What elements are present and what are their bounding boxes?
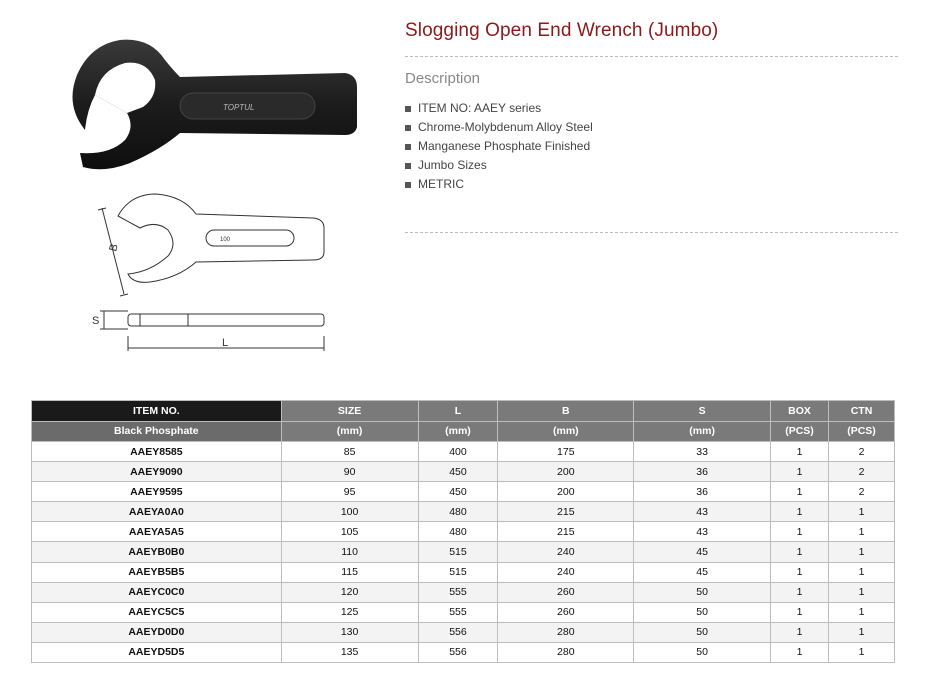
cell-size: 125 bbox=[281, 602, 418, 622]
cell-l: 450 bbox=[418, 462, 498, 482]
cell-b: 240 bbox=[498, 562, 634, 582]
cell-size: 85 bbox=[281, 442, 418, 462]
table-row bbox=[32, 642, 895, 662]
cell-box: 1 bbox=[771, 502, 829, 522]
table-row bbox=[32, 442, 895, 462]
technical-drawing bbox=[88, 186, 333, 356]
cell-b: 280 bbox=[498, 642, 634, 662]
cell-s: 36 bbox=[634, 482, 771, 502]
cell-size: 90 bbox=[281, 462, 418, 482]
description-heading: Description bbox=[405, 70, 481, 87]
cell-ctn: 1 bbox=[829, 602, 895, 622]
header-box-unit: (PCS) bbox=[771, 421, 829, 442]
table-row bbox=[32, 502, 895, 522]
cell-l: 556 bbox=[418, 642, 498, 662]
cell-l: 480 bbox=[418, 502, 498, 522]
cell-size: 135 bbox=[281, 642, 418, 662]
cell-ctn: 2 bbox=[829, 482, 895, 502]
cell-item-no: AAEY9090 bbox=[32, 462, 282, 482]
cell-item-no: AAEYD0D0 bbox=[32, 622, 282, 642]
header-s: S bbox=[634, 401, 771, 422]
header-finish: Black Phosphate bbox=[32, 421, 282, 442]
cell-s: 50 bbox=[634, 642, 771, 662]
cell-size: 130 bbox=[281, 622, 418, 642]
cell-ctn: 1 bbox=[829, 642, 895, 662]
table-row bbox=[32, 542, 895, 562]
cell-size: 115 bbox=[281, 562, 418, 582]
drawing-label-size: 100 bbox=[220, 237, 231, 243]
header-l: L bbox=[418, 401, 498, 422]
cell-b: 215 bbox=[498, 502, 634, 522]
cell-b: 240 bbox=[498, 542, 634, 562]
cell-item-no: AAEYA5A5 bbox=[32, 522, 282, 542]
bullet-icon bbox=[405, 144, 411, 150]
cell-ctn: 2 bbox=[829, 442, 895, 462]
cell-box: 1 bbox=[771, 442, 829, 462]
cell-s: 50 bbox=[634, 622, 771, 642]
table-row bbox=[32, 562, 895, 582]
header-ctn: CTN bbox=[829, 401, 895, 422]
cell-ctn: 1 bbox=[829, 582, 895, 602]
cell-ctn: 1 bbox=[829, 522, 895, 542]
feature-item bbox=[405, 156, 593, 175]
feature-item bbox=[405, 137, 593, 156]
cell-s: 45 bbox=[634, 542, 771, 562]
feature-item bbox=[405, 175, 593, 194]
cell-box: 1 bbox=[771, 482, 829, 502]
cell-s: 43 bbox=[634, 502, 771, 522]
cell-ctn: 1 bbox=[829, 622, 895, 642]
cell-box: 1 bbox=[771, 542, 829, 562]
feature-text: Chrome-Molybdenum Alloy Steel bbox=[418, 120, 593, 134]
cell-item-no: AAEY9595 bbox=[32, 482, 282, 502]
cell-l: 556 bbox=[418, 622, 498, 642]
cell-item-no: AAEYB0B0 bbox=[32, 542, 282, 562]
feature-text: ITEM NO: AAEY series bbox=[418, 101, 542, 115]
cell-l: 480 bbox=[418, 522, 498, 542]
cell-s: 45 bbox=[634, 562, 771, 582]
cell-item-no: AAEY8585 bbox=[32, 442, 282, 462]
cell-item-no: AAEYD5D5 bbox=[32, 642, 282, 662]
cell-l: 555 bbox=[418, 602, 498, 622]
header-ctn-unit: (PCS) bbox=[829, 421, 895, 442]
cell-size: 120 bbox=[281, 582, 418, 602]
header-item-no: ITEM NO. bbox=[32, 401, 282, 422]
cell-b: 175 bbox=[498, 442, 634, 462]
brand-logo: TOPTUL bbox=[223, 103, 255, 112]
table-row bbox=[32, 522, 895, 542]
cell-size: 95 bbox=[281, 482, 418, 502]
cell-ctn: 1 bbox=[829, 502, 895, 522]
feature-text: METRIC bbox=[418, 177, 464, 191]
cell-b: 280 bbox=[498, 622, 634, 642]
cell-s: 43 bbox=[634, 522, 771, 542]
cell-ctn: 1 bbox=[829, 562, 895, 582]
cell-item-no: AAEYC0C0 bbox=[32, 582, 282, 602]
cell-b: 215 bbox=[498, 522, 634, 542]
feature-item bbox=[405, 118, 593, 137]
cell-item-no: AAEYA0A0 bbox=[32, 502, 282, 522]
feature-text: Jumbo Sizes bbox=[418, 158, 487, 172]
cell-size: 105 bbox=[281, 522, 418, 542]
table-row bbox=[32, 582, 895, 602]
cell-size: 100 bbox=[281, 502, 418, 522]
divider bbox=[405, 232, 898, 233]
header-s-unit: (mm) bbox=[634, 421, 771, 442]
header-size-unit: (mm) bbox=[281, 421, 418, 442]
cell-s: 33 bbox=[634, 442, 771, 462]
cell-s: 36 bbox=[634, 462, 771, 482]
divider bbox=[405, 56, 898, 57]
cell-s: 50 bbox=[634, 582, 771, 602]
header-b: B bbox=[498, 401, 634, 422]
cell-item-no: AAEYB5B5 bbox=[32, 562, 282, 582]
cell-size: 110 bbox=[281, 542, 418, 562]
cell-box: 1 bbox=[771, 462, 829, 482]
cell-l: 555 bbox=[418, 582, 498, 602]
cell-l: 515 bbox=[418, 562, 498, 582]
table-row bbox=[32, 482, 895, 502]
header-size: SIZE bbox=[281, 401, 418, 422]
drawing-label-b: B bbox=[107, 242, 121, 253]
bullet-icon bbox=[405, 125, 411, 131]
feature-text: Manganese Phosphate Finished bbox=[418, 139, 591, 153]
cell-box: 1 bbox=[771, 582, 829, 602]
header-b-unit: (mm) bbox=[498, 421, 634, 442]
cell-box: 1 bbox=[771, 522, 829, 542]
header-box: BOX bbox=[771, 401, 829, 422]
cell-l: 515 bbox=[418, 542, 498, 562]
feature-list bbox=[405, 99, 593, 194]
bullet-icon bbox=[405, 106, 411, 112]
cell-box: 1 bbox=[771, 642, 829, 662]
table-row bbox=[32, 462, 895, 482]
product-photo bbox=[55, 35, 365, 180]
cell-s: 50 bbox=[634, 602, 771, 622]
bullet-icon bbox=[405, 182, 411, 188]
feature-item bbox=[405, 99, 593, 118]
cell-ctn: 1 bbox=[829, 542, 895, 562]
drawing-label-l: L bbox=[222, 337, 229, 349]
cell-box: 1 bbox=[771, 562, 829, 582]
cell-b: 200 bbox=[498, 462, 634, 482]
table-row bbox=[32, 622, 895, 642]
product-title: Slogging Open End Wrench (Jumbo) bbox=[405, 20, 719, 41]
cell-ctn: 2 bbox=[829, 462, 895, 482]
cell-box: 1 bbox=[771, 622, 829, 642]
header-l-unit: (mm) bbox=[418, 421, 498, 442]
bullet-icon bbox=[405, 163, 411, 169]
cell-item-no: AAEYC5C5 bbox=[32, 602, 282, 622]
table-row bbox=[32, 602, 895, 622]
spec-table bbox=[31, 400, 895, 663]
cell-b: 200 bbox=[498, 482, 634, 502]
drawing-label-s: S bbox=[92, 315, 100, 327]
cell-l: 400 bbox=[418, 442, 498, 462]
cell-l: 450 bbox=[418, 482, 498, 502]
cell-b: 260 bbox=[498, 582, 634, 602]
cell-box: 1 bbox=[771, 602, 829, 622]
cell-b: 260 bbox=[498, 602, 634, 622]
